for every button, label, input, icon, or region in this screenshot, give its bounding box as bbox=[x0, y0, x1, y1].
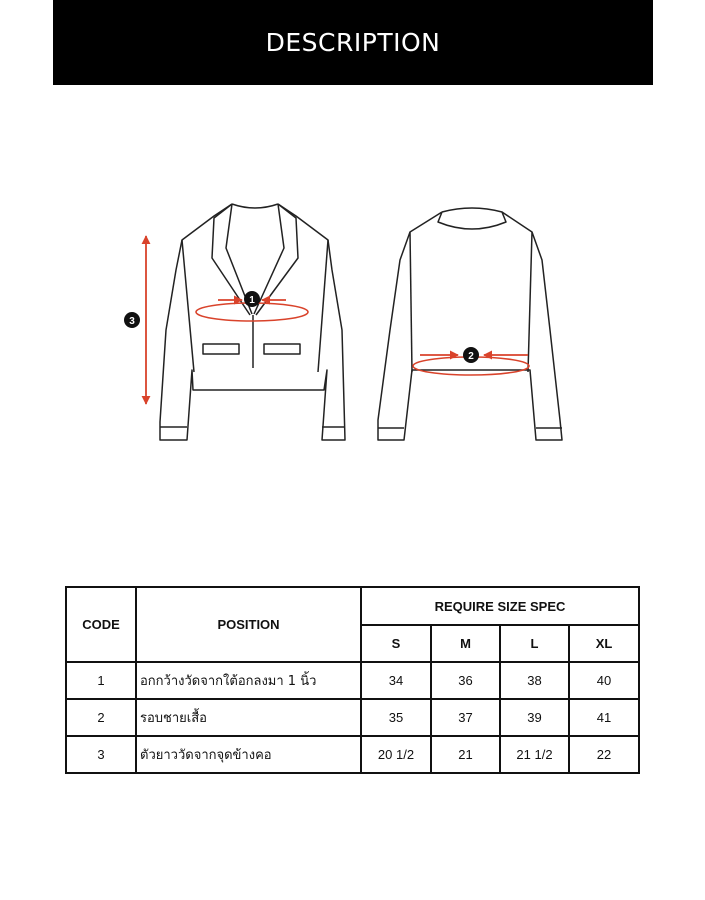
row-value-s: 35 bbox=[361, 699, 431, 736]
size-header-s: S bbox=[361, 625, 431, 662]
size-header-m: M bbox=[431, 625, 500, 662]
row-value-xl: 40 bbox=[569, 662, 639, 699]
jacket-front-drawing bbox=[160, 204, 345, 440]
marker-2 bbox=[463, 347, 479, 363]
page-title: DESCRIPTION bbox=[265, 28, 441, 57]
row-code: 1 bbox=[66, 662, 136, 699]
code-header: CODE bbox=[66, 587, 136, 662]
size-header-xl: XL bbox=[569, 625, 639, 662]
row-value-l: 38 bbox=[500, 662, 569, 699]
row-value-m: 37 bbox=[431, 699, 500, 736]
size-spec-table bbox=[65, 586, 640, 774]
row-value-s: 20 1/2 bbox=[361, 736, 431, 773]
row-position: อกกว้างวัดจากใต้อกลงมา 1 นิ้ว bbox=[136, 662, 361, 699]
row-value-l: 39 bbox=[500, 699, 569, 736]
table-row bbox=[66, 736, 639, 773]
row-value-xl: 41 bbox=[569, 699, 639, 736]
table-row bbox=[66, 699, 639, 736]
row-value-m: 36 bbox=[431, 662, 500, 699]
size-spec-header: REQUIRE SIZE SPEC bbox=[361, 587, 639, 625]
marker-1 bbox=[244, 291, 260, 307]
position-header: POSITION bbox=[136, 587, 361, 662]
marker-2-label: 2 bbox=[468, 351, 474, 362]
row-value-m: 21 bbox=[431, 736, 500, 773]
row-code: 3 bbox=[66, 736, 136, 773]
table-row bbox=[66, 662, 639, 699]
table-header-row bbox=[66, 587, 639, 625]
row-value-s: 34 bbox=[361, 662, 431, 699]
row-code: 2 bbox=[66, 699, 136, 736]
marker-1-label: 1 bbox=[249, 295, 255, 306]
marker-3-label: 3 bbox=[129, 316, 135, 327]
jacket-back-drawing bbox=[378, 208, 562, 440]
row-position: รอบชายเสื้อ bbox=[136, 699, 361, 736]
row-position: ตัวยาววัดจากจุดข้างคอ bbox=[136, 736, 361, 773]
marker-3 bbox=[124, 312, 140, 328]
size-header-l: L bbox=[500, 625, 569, 662]
row-value-l: 21 1/2 bbox=[500, 736, 569, 773]
row-value-xl: 22 bbox=[569, 736, 639, 773]
